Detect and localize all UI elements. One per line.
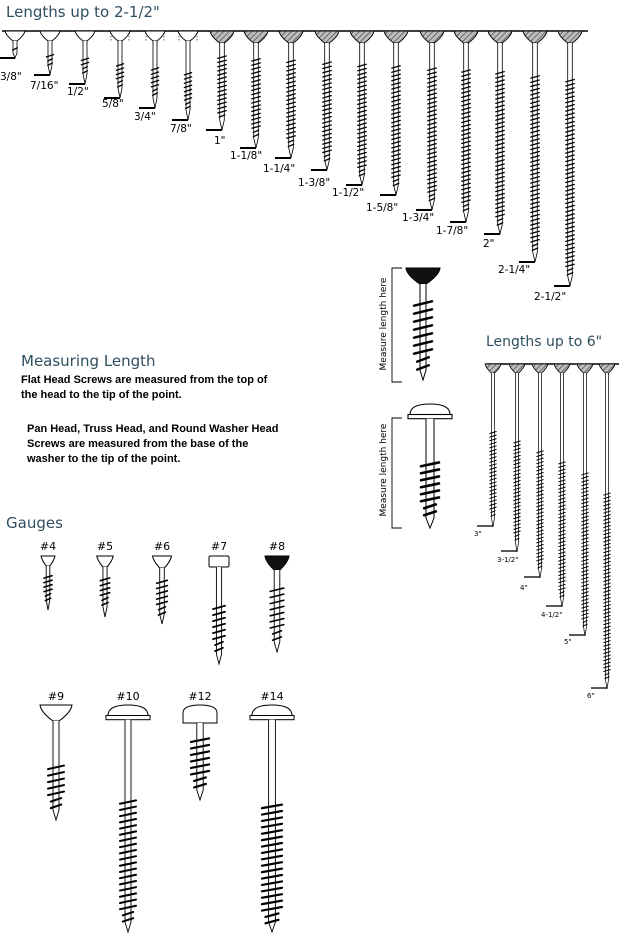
gauge-12-screw-icon: [183, 705, 217, 800]
length-label: 2": [483, 238, 495, 250]
short-lengths-title: Lengths up to 2-1/2": [6, 3, 160, 21]
long-length-label: 3-1/2": [497, 556, 519, 564]
gauge-9-screw-icon: [40, 705, 72, 820]
long-screw-6-icon: [599, 364, 615, 689]
gauge-label: #10: [116, 690, 140, 703]
gauge-screw-icon: [97, 556, 114, 617]
screw-length-8-icon: [244, 31, 268, 148]
screw-length-10-icon: [315, 31, 339, 170]
gauge-label: #14: [260, 690, 284, 703]
gauge-label: #12: [188, 690, 212, 703]
measure-bracket-pan: [392, 418, 402, 528]
length-label: 7/16": [30, 80, 59, 92]
flat-head-screw-icon: [406, 268, 440, 380]
long-length-label: 3": [474, 530, 482, 538]
length-label: 1-7/8": [436, 225, 469, 237]
gauge-7-screw-icon: [209, 556, 229, 664]
length-label: 1-3/4": [402, 212, 435, 224]
short-lengths-group: [0, 31, 588, 303]
length-label: 7/8": [170, 123, 192, 135]
long-length-label: 6": [587, 692, 595, 700]
gauge-label: #8: [268, 540, 286, 553]
long-lengths-group: [474, 364, 619, 700]
gauges-title: Gauges: [6, 514, 63, 532]
long-screw-5-icon: [577, 364, 593, 636]
length-label: 3/4": [134, 111, 156, 123]
gauge-10-screw-icon: [106, 705, 150, 932]
gauge-label: #6: [153, 540, 171, 553]
gauge-label: #9: [47, 690, 65, 703]
length-label: 1": [214, 135, 226, 147]
length-label: 1-3/8": [298, 177, 331, 189]
long-screw-3-icon: [532, 364, 548, 578]
gauge-label: #4: [39, 540, 57, 553]
screw-length-14-icon: [454, 31, 478, 222]
long-length-label: 5": [564, 638, 572, 646]
length-label: 1-1/4": [263, 163, 296, 175]
measure-label-pan: Measure length here: [379, 423, 389, 517]
gauge-screw-icon: [153, 556, 172, 624]
washer-head-screw-icon: [408, 404, 452, 528]
length-label: 1-5/8": [366, 202, 399, 214]
screw-length-7-icon: [210, 31, 234, 130]
measuring-length-title: Measuring Length: [21, 352, 156, 370]
screw-length-4-icon: [110, 31, 130, 98]
flat-head-description: Flat Head Screws are measured from the top of the head to the tip of the point.: [21, 374, 268, 401]
screw-length-15-icon: [488, 31, 512, 234]
screw-length-2-icon: [40, 31, 60, 75]
screw-length-16-icon: [523, 31, 547, 262]
length-label: 5/8": [102, 98, 124, 110]
long-lengths-title: Lengths up to 6": [486, 334, 603, 350]
long-screw-2-icon: [509, 364, 525, 552]
gauge-14-screw-icon: [250, 705, 294, 932]
long-length-label: 4": [520, 584, 528, 592]
screw-length-5-icon: [145, 31, 165, 108]
screw-length-13-icon: [420, 31, 444, 210]
measure-label-flat: Measure length here: [379, 277, 389, 371]
measuring-diagram-group: [379, 268, 452, 528]
gauge-label: #7: [210, 540, 228, 553]
measure-bracket-flat: [392, 268, 402, 382]
screw-length-9-icon: [279, 31, 303, 158]
gauge-screw-icon: [265, 556, 289, 652]
long-screw-4-icon: [554, 364, 570, 607]
length-label: 1-1/2": [332, 187, 365, 199]
screw-length-11-icon: [350, 31, 374, 185]
long-length-label: 4-1/2": [541, 611, 563, 619]
length-label: 2-1/4": [498, 264, 531, 276]
gauge-screw-icon: [41, 556, 55, 610]
gauges-group: [40, 540, 294, 932]
long-screw-1-icon: [485, 364, 501, 527]
length-label: 1-1/8": [230, 150, 263, 162]
screw-length-3-icon: [75, 31, 95, 84]
length-label: 3/8": [0, 71, 22, 83]
length-label: 2-1/2": [534, 291, 567, 303]
screw-length-17-icon: [558, 31, 582, 286]
gauge-label: #5: [96, 540, 114, 553]
screw-length-6-icon: [178, 31, 198, 120]
screw-length-1-icon: [5, 31, 25, 58]
length-label: 1/2": [67, 86, 89, 98]
pan-head-description: Pan Head, Truss Head, and Round Washer Head Screws are measured from the base of the washer to the tip of the point.: [27, 423, 279, 465]
screw-length-12-icon: [384, 31, 408, 195]
